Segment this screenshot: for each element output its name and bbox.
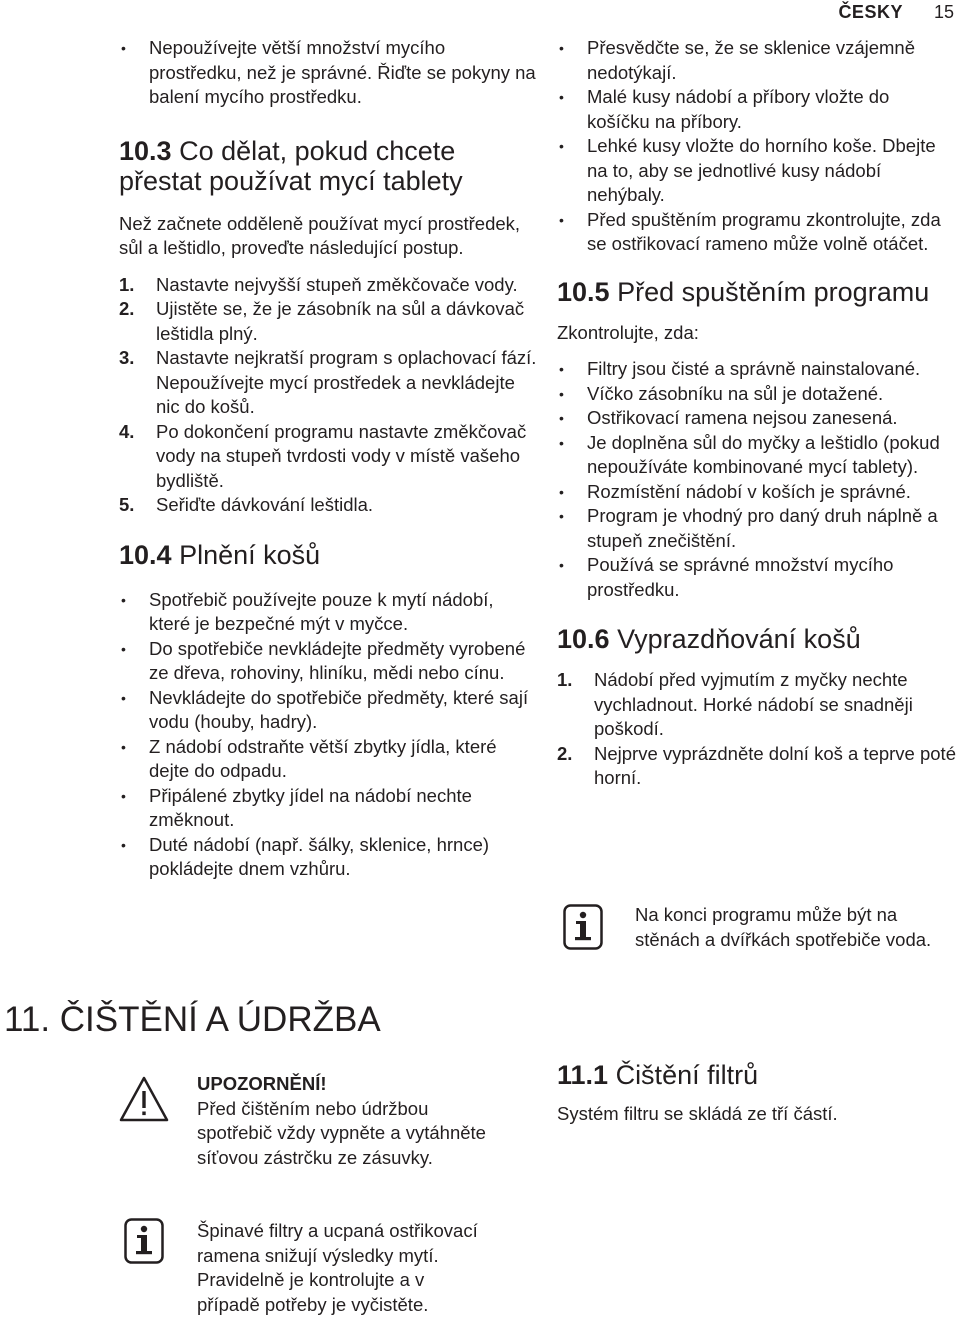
list-item: • Lehké kusy vložte do horního koše. Dbejte na to, aby se jednotlivé kusy nádobí nehýbaly. — [559, 135, 936, 205]
language-label: ČESKY — [838, 2, 903, 22]
page-number: 15 — [933, 2, 954, 22]
list-item: • Ostřikovací ramena nejsou zanesená. — [559, 407, 898, 428]
warning-text: Před čištěním nebo údržbou spotřebič vždy vypněte a vytáhněte síťovou zástrčku ze zásuvky. — [197, 1097, 486, 1168]
info-icon — [563, 904, 603, 950]
left-column — [119, 36, 539, 882]
section-11-1 — [557, 1060, 957, 1127]
list-item: • Připálené zbytky jídel na nádobí nechte změknout. — [121, 784, 472, 830]
placement-bullet-list — [557, 36, 957, 257]
unloading-steps-list — [557, 668, 957, 791]
section-intro: Zkontrolujte, zda: — [557, 321, 699, 343]
warning-icon — [118, 1075, 170, 1123]
loading-bullet-list — [119, 588, 539, 882]
section-heading-10-4: 10.4 Plnění košů — [119, 539, 321, 570]
info-notice-text: Špinavé filtry a ucpaná ostřikovací ramena snižují výsledky mytí. Pravidelně je kontrolujte a v případě potřeby je vyčistěte. — [197, 1220, 478, 1315]
intro-bullet-list — [119, 36, 539, 110]
list-item: • Spotřebič používejte pouze k mytí nádobí, které je bezpečné mýt v myčce. — [121, 588, 494, 634]
list-item: • Před spuštěním programu zkontrolujte, zda se ostřikovací rameno může volně otáčet. — [559, 208, 941, 254]
step-item: 2. Ujistěte se, že je zásobník na sůl a dávkovač leštidla plný. — [119, 298, 525, 344]
list-item: • Do spotřebiče nevkládejte předměty vyrobené ze dřeva, rohoviny, hliníku, mědi nebo cínu. — [121, 637, 526, 683]
section-heading-10-6: 10.6 Vyprazdňování košů — [557, 624, 861, 654]
list-item: • Víčko zásobníku na sůl je dotažené. — [559, 382, 884, 404]
right-column — [557, 36, 957, 791]
list-item: • Z nádobí odstraňte větší zbytky jídla, které dejte do odpadu. — [121, 735, 497, 781]
section-intro: Než začnete odděleně používat mycí prostředek, sůl a leštidlo, proveďte následující postup. — [119, 212, 521, 258]
step-item: 4. Po dokončení programu nastavte změkčovač vody na stupeň tvrdosti vody v místě vašeho bydliště. — [119, 420, 527, 491]
warning-notice — [197, 1072, 497, 1170]
section-heading-11-1: 11.1 Čištění filtrů — [557, 1060, 759, 1090]
list-item: • Malé kusy nádobí a příbory vložte do košíčku na příbory. — [559, 86, 890, 132]
info-notice-text: Na konci programu může být na stěnách a dvířkách spotřebiče voda. — [635, 904, 932, 950]
warning-heading: UPOZORNĚNÍ! — [197, 1073, 327, 1094]
section-heading-10-3: 10.3 Co dělat, pokud chcete přestat používat mycí tablety — [119, 135, 463, 196]
list-item: • Nepoužívejte větší množství mycího prostředku, než je správné. Řiďte se pokyny na balení mycího prostředku. — [121, 37, 536, 107]
section-text: Systém filtru se skládá ze tří částí. — [557, 1103, 838, 1124]
list-item: • Přesvědčte se, že se sklenice vzájemně nedotýkají. — [559, 37, 916, 83]
checklist-bullet-list — [557, 357, 957, 602]
step-item: 1. Nádobí před vyjmutím z myčky nechte vychladnout. Horké nádobí se snadněji poškodí. — [557, 669, 913, 739]
section-heading-10-5: 10.5 Před spuštěním programu — [557, 276, 930, 307]
steps-list — [119, 273, 539, 518]
step-item: 3. Nastavte nejkratší program s oplachovací fází. Nepoužívejte mycí prostředek a nevkládejte nic do košů. — [119, 347, 537, 417]
page-header — [838, 2, 954, 23]
list-item: • Je doplněna sůl do myčky a leštidlo (pokud nepoužíváte kombinované mycí tablety). — [559, 431, 940, 477]
list-item: • Program je vhodný pro daný druh náplně a stupeň znečištění. — [559, 505, 938, 551]
info-icon — [124, 1218, 164, 1264]
list-item: • Rozmístění nádobí v koších je správné. — [559, 480, 911, 502]
step-item: 5. Seřiďte dávkování leštidla. — [119, 494, 374, 515]
chapter-title: 11. ČIŠTĚNÍ A ÚDRŽBA — [4, 1000, 381, 1039]
list-item: • Duté nádobí (např. šálky, sklenice, hrnce) pokládejte dnem vzhůru. — [121, 833, 490, 879]
list-item: • Nevkládejte do spotřebiče předměty, které sají vodu (houby, hadry). — [121, 686, 529, 732]
step-item: 1. Nastavte nejvyšší stupeň změkčovače vody. — [119, 273, 518, 295]
list-item: • Používá se správné množství mycího prostředku. — [559, 554, 894, 600]
list-item: • Filtry jsou čisté a správně nainstalované. — [559, 358, 921, 379]
step-item: 2. Nejprve vyprázdněte dolní koš a teprve poté horní. — [557, 742, 956, 788]
